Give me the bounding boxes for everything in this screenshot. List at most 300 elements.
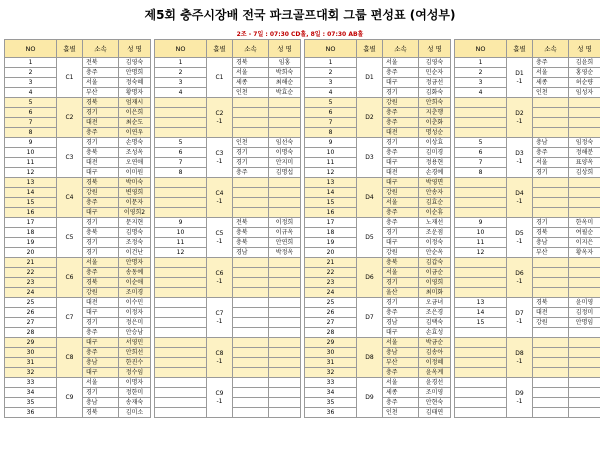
row-number [155, 288, 207, 298]
row-number [155, 358, 207, 368]
player-name [269, 98, 301, 108]
player-affiliation [533, 98, 569, 108]
row-number: 3 [455, 78, 507, 88]
player-name: 민순자 [419, 68, 451, 78]
hole-group [507, 178, 533, 218]
row-number: 19 [5, 238, 57, 248]
hole-group [207, 58, 233, 98]
player-affiliation: 강원 [83, 288, 119, 298]
col-header-hole: 홀별 [57, 40, 83, 58]
header-row [5, 40, 600, 58]
player-name [269, 188, 301, 198]
row-number [455, 388, 507, 398]
row-number: 4 [5, 88, 57, 98]
row-number: 14 [305, 188, 357, 198]
hole-group-label: D1 [365, 73, 374, 81]
player-name: 윤경선 [419, 378, 451, 388]
player-affiliation: 강원 [383, 188, 419, 198]
hole-group-label: D7 [365, 313, 374, 321]
row-number: 22 [5, 268, 57, 278]
row-number: 17 [5, 218, 57, 228]
row-number: 11 [455, 238, 507, 248]
player-affiliation: 대구 [383, 328, 419, 338]
player-name: 조미경 [119, 288, 151, 298]
player-affiliation: 충주 [83, 328, 119, 338]
player-name: 박정옥 [269, 248, 301, 258]
player-affiliation: 충주 [83, 198, 119, 208]
row-number [455, 398, 507, 408]
hole-group-sub: -1 [216, 357, 223, 365]
row-number: 13 [305, 178, 357, 188]
row-number: 34 [5, 388, 57, 398]
col-header-hole: 홀별 [507, 40, 533, 58]
row-number: 10 [455, 228, 507, 238]
player-affiliation: 대전 [533, 308, 569, 318]
player-name: 이상효 [419, 138, 451, 148]
player-name: 황옥자 [569, 248, 600, 258]
hole-group-sub: -1 [516, 157, 523, 165]
row-number [155, 278, 207, 288]
hole-group-sub: -1 [216, 397, 223, 405]
hole-group-label: C9 [215, 389, 224, 397]
player-name: 최해순 [269, 78, 301, 88]
player-name [269, 198, 301, 208]
row-number: 9 [155, 218, 207, 228]
row-number [455, 288, 507, 298]
hole-group [57, 218, 83, 258]
row-number: 7 [5, 118, 57, 128]
hole-group [507, 258, 533, 298]
player-affiliation: 경기 [83, 248, 119, 258]
row-number: 14 [5, 188, 57, 198]
player-name [569, 198, 600, 208]
hole-group-label: C1 [65, 73, 74, 81]
player-affiliation [533, 348, 569, 358]
player-affiliation [233, 198, 269, 208]
player-name: 여필순 [569, 228, 600, 238]
player-affiliation: 충남 [533, 238, 569, 248]
player-affiliation: 경기 [83, 238, 119, 248]
player-name [569, 118, 600, 128]
player-affiliation [233, 188, 269, 198]
row-number: 9 [5, 138, 57, 148]
player-name: 김미경 [419, 148, 451, 158]
player-affiliation [233, 178, 269, 188]
player-name: 이정자 [119, 308, 151, 318]
row-number: 4 [455, 88, 507, 98]
hole-group [207, 218, 233, 258]
row-number: 15 [455, 318, 507, 328]
player-name: 안연희 [269, 238, 301, 248]
player-name [269, 328, 301, 338]
player-affiliation: 충주 [83, 128, 119, 138]
hole-group [57, 178, 83, 218]
player-name: 이영희 [419, 278, 451, 288]
player-name: 안송자 [419, 188, 451, 198]
row-number: 4 [305, 88, 357, 98]
hole-group-label: C6 [215, 269, 224, 277]
hole-group-label: D4 [515, 189, 524, 197]
row-number: 18 [5, 228, 57, 238]
player-name: 이수민 [119, 298, 151, 308]
player-affiliation [233, 118, 269, 128]
hole-group-sub: -1 [516, 117, 523, 125]
row-number [455, 358, 507, 368]
player-affiliation: 서울 [83, 378, 119, 388]
player-affiliation [233, 288, 269, 298]
hole-group-label: C8 [65, 353, 74, 361]
row-number: 3 [5, 78, 57, 88]
player-name: 변영희 [119, 188, 151, 198]
hole-group [357, 98, 383, 138]
row-number: 15 [5, 198, 57, 208]
player-affiliation: 경남 [233, 248, 269, 258]
player-name: 송동예 [119, 268, 151, 278]
player-affiliation: 경기 [383, 138, 419, 148]
row-number: 31 [5, 358, 57, 368]
row-number: 24 [305, 288, 357, 298]
player-name: 안명임 [569, 318, 600, 328]
player-name: 노재선 [419, 218, 451, 228]
player-affiliation: 서울 [383, 268, 419, 278]
player-name: 정은미 [119, 318, 151, 328]
table-row [5, 58, 600, 68]
player-affiliation: 대전 [383, 168, 419, 178]
player-affiliation: 인천 [533, 88, 569, 98]
player-name [569, 358, 600, 368]
player-name: 임선숙 [269, 138, 301, 148]
player-affiliation: 충주 [83, 348, 119, 358]
player-affiliation: 경북 [533, 228, 569, 238]
row-number: 12 [305, 168, 357, 178]
player-name: 정금선 [419, 78, 451, 88]
row-number: 21 [305, 258, 357, 268]
player-name [269, 118, 301, 128]
player-affiliation [233, 368, 269, 378]
hole-group [357, 178, 383, 218]
player-name: 김정미 [569, 308, 600, 318]
table-row [5, 138, 600, 148]
hole-group-label: D1 [515, 69, 524, 77]
hole-group [57, 138, 83, 178]
row-number [155, 338, 207, 348]
row-number [155, 108, 207, 118]
row-number [455, 268, 507, 278]
player-name [269, 368, 301, 378]
col-header-hole: 홀별 [207, 40, 233, 58]
player-name: 안순옥 [419, 248, 451, 258]
table-row [5, 258, 600, 268]
player-name: 이정희 [269, 218, 301, 228]
hole-group [357, 258, 383, 298]
player-name [269, 358, 301, 368]
player-affiliation: 인천 [233, 88, 269, 98]
player-affiliation: 경기 [383, 88, 419, 98]
row-number [155, 178, 207, 188]
player-affiliation: 전북 [233, 218, 269, 228]
hole-group-label: D6 [365, 273, 374, 281]
player-name: 이정혜 [419, 358, 451, 368]
hole-group-sub: -1 [516, 397, 523, 405]
player-affiliation [533, 128, 569, 138]
row-number: 24 [5, 288, 57, 298]
row-number [155, 118, 207, 128]
player-affiliation [233, 388, 269, 398]
col-header-name: 성 명 [269, 40, 301, 58]
player-name: 조성옥 [119, 148, 151, 158]
row-number [455, 198, 507, 208]
hole-group-sub: -1 [516, 237, 523, 245]
player-name: 황명자 [119, 88, 151, 98]
row-number: 30 [305, 348, 357, 358]
hole-group-label: C3 [215, 149, 224, 157]
hole-group-label: C2 [215, 109, 224, 117]
player-name: 김택숙 [419, 318, 451, 328]
row-number: 32 [5, 368, 57, 378]
player-name: 김명숙 [119, 228, 151, 238]
player-affiliation: 서울 [383, 378, 419, 388]
row-number [455, 128, 507, 138]
player-name [569, 348, 600, 358]
player-affiliation: 충주 [83, 268, 119, 278]
player-name: 문지현 [119, 218, 151, 228]
hole-group [357, 338, 383, 378]
row-number: 15 [305, 198, 357, 208]
row-number: 11 [155, 238, 207, 248]
player-affiliation [533, 198, 569, 208]
row-number: 30 [5, 348, 57, 358]
player-affiliation: 충주 [233, 168, 269, 178]
row-number [455, 378, 507, 388]
row-number [155, 298, 207, 308]
row-number [455, 368, 507, 378]
player-name [269, 288, 301, 298]
player-affiliation: 대구 [383, 78, 419, 88]
player-name: 김상희 [569, 168, 600, 178]
player-affiliation [533, 388, 569, 398]
row-number: 5 [155, 138, 207, 148]
row-number: 6 [455, 148, 507, 158]
row-number: 8 [305, 128, 357, 138]
hole-group-label: D3 [515, 149, 524, 157]
player-affiliation: 경기 [533, 168, 569, 178]
player-affiliation: 충남 [383, 348, 419, 358]
row-number: 1 [305, 58, 357, 68]
hole-group-label: C1 [215, 73, 224, 81]
player-name: 이건난 [119, 248, 151, 258]
hole-group [507, 98, 533, 138]
row-number: 35 [305, 398, 357, 408]
player-name [569, 128, 600, 138]
player-affiliation: 충주 [83, 68, 119, 78]
row-number: 16 [5, 208, 57, 218]
schedule-note: 2조 - 7일 : 07:30 CD홀, 8일 : 07:30 AB홀 [236, 31, 364, 38]
player-name: 임정숙 [569, 138, 600, 148]
player-affiliation: 인천 [383, 408, 419, 418]
player-name: 이순휴 [419, 208, 451, 218]
player-name [569, 108, 600, 118]
player-affiliation: 세종 [383, 388, 419, 398]
hole-group-sub: -1 [216, 237, 223, 245]
player-affiliation: 강원 [533, 318, 569, 328]
hole-group [207, 298, 233, 338]
hole-group-label: D2 [365, 113, 374, 121]
row-number: 5 [5, 98, 57, 108]
player-name: 정수임 [119, 368, 151, 378]
player-name: 최순도 [119, 118, 151, 128]
player-affiliation: 충주 [383, 208, 419, 218]
col-header-hole: 홀별 [357, 40, 383, 58]
hole-group [357, 218, 383, 258]
col-header-affiliation: 소속 [233, 40, 269, 58]
player-name: 김영숙 [119, 58, 151, 68]
hole-group [357, 378, 383, 418]
row-number [155, 388, 207, 398]
row-number: 2 [5, 68, 57, 78]
player-name [569, 208, 600, 218]
hole-group-sub: -1 [216, 197, 223, 205]
player-affiliation [233, 258, 269, 268]
player-affiliation: 경북 [83, 408, 119, 418]
player-name: 엄재시 [119, 98, 151, 108]
player-name: 김윤희 [569, 58, 600, 68]
row-number [155, 208, 207, 218]
player-affiliation: 대전 [383, 128, 419, 138]
player-name [569, 398, 600, 408]
player-name: 이명숙 [269, 148, 301, 158]
row-number: 18 [305, 228, 357, 238]
row-number: 13 [5, 178, 57, 188]
row-number: 11 [5, 158, 57, 168]
table-row [5, 338, 600, 348]
player-affiliation: 강원 [383, 98, 419, 108]
row-number [155, 198, 207, 208]
row-number [155, 268, 207, 278]
row-number [455, 208, 507, 218]
player-name: 안현숙 [419, 398, 451, 408]
player-affiliation: 대구 [83, 208, 119, 218]
player-affiliation: 경기 [233, 148, 269, 158]
row-number [155, 408, 207, 418]
row-number: 26 [5, 308, 57, 318]
player-affiliation: 대전 [83, 298, 119, 308]
hole-group-label: C9 [65, 393, 74, 401]
player-affiliation: 경북 [233, 58, 269, 68]
row-number: 10 [305, 148, 357, 158]
player-name: 명성순 [419, 128, 451, 138]
hole-group-label: D6 [515, 269, 524, 277]
player-affiliation [533, 258, 569, 268]
player-affiliation [533, 358, 569, 368]
row-number: 2 [455, 68, 507, 78]
player-name [569, 258, 600, 268]
player-affiliation: 경기 [83, 218, 119, 228]
player-affiliation: 충북 [233, 238, 269, 248]
player-name [569, 378, 600, 388]
hole-group-label: C4 [215, 189, 224, 197]
player-affiliation [233, 348, 269, 358]
player-name [269, 208, 301, 218]
hole-group-label: C2 [65, 113, 74, 121]
player-affiliation: 서울 [383, 198, 419, 208]
table-row [5, 98, 600, 108]
player-affiliation [233, 268, 269, 278]
row-number: 34 [305, 388, 357, 398]
row-number: 5 [305, 98, 357, 108]
player-affiliation: 세종 [233, 78, 269, 88]
player-name: 박금순 [419, 338, 451, 348]
player-name [269, 178, 301, 188]
player-name: 이금순 [419, 268, 451, 278]
hole-group-label: D8 [515, 349, 524, 357]
player-affiliation: 서울 [533, 68, 569, 78]
player-name: 조정숙 [119, 238, 151, 248]
player-name: 이미원 [119, 168, 151, 178]
player-affiliation [533, 378, 569, 388]
row-number [455, 408, 507, 418]
player-affiliation [233, 278, 269, 288]
player-affiliation: 서울 [83, 258, 119, 268]
player-affiliation: 대구 [83, 338, 119, 348]
player-name: 김화숙 [419, 88, 451, 98]
row-number: 1 [5, 58, 57, 68]
player-affiliation: 경기 [383, 298, 419, 308]
row-number: 27 [305, 318, 357, 328]
player-affiliation: 충주 [533, 58, 569, 68]
grouping-table [4, 39, 600, 418]
row-number: 3 [155, 78, 207, 88]
hole-group [57, 338, 83, 378]
player-affiliation [533, 398, 569, 408]
row-number: 23 [305, 278, 357, 288]
player-name [269, 378, 301, 388]
row-number: 17 [305, 218, 357, 228]
player-name: 허순량 [569, 78, 600, 88]
row-number: 36 [305, 408, 357, 418]
player-name [569, 338, 600, 348]
hole-group [357, 58, 383, 98]
hole-group [207, 338, 233, 378]
row-number: 1 [455, 58, 507, 68]
row-number: 19 [305, 238, 357, 248]
row-number: 22 [305, 268, 357, 278]
col-header-name: 성 명 [419, 40, 451, 58]
player-name [569, 178, 600, 188]
row-number: 9 [305, 138, 357, 148]
player-affiliation: 충북 [83, 148, 119, 158]
player-affiliation: 경기 [83, 138, 119, 148]
player-affiliation: 강원 [383, 248, 419, 258]
hole-group-label: D7 [515, 309, 524, 317]
player-name: 정용현 [419, 158, 451, 168]
player-name: 송재숙 [119, 398, 151, 408]
hole-group [507, 338, 533, 378]
player-affiliation [233, 298, 269, 308]
row-number: 36 [5, 408, 57, 418]
player-affiliation: 서울 [233, 68, 269, 78]
player-affiliation: 대전 [83, 158, 119, 168]
player-name: 이춘화 [419, 118, 451, 128]
player-name: 지춘행 [419, 108, 451, 118]
player-name [569, 98, 600, 108]
row-number [455, 118, 507, 128]
player-affiliation [533, 368, 569, 378]
player-affiliation [233, 398, 269, 408]
player-name: 정한미 [119, 388, 151, 398]
hole-group-sub: -1 [216, 117, 223, 125]
row-number [155, 128, 207, 138]
player-affiliation [533, 178, 569, 188]
